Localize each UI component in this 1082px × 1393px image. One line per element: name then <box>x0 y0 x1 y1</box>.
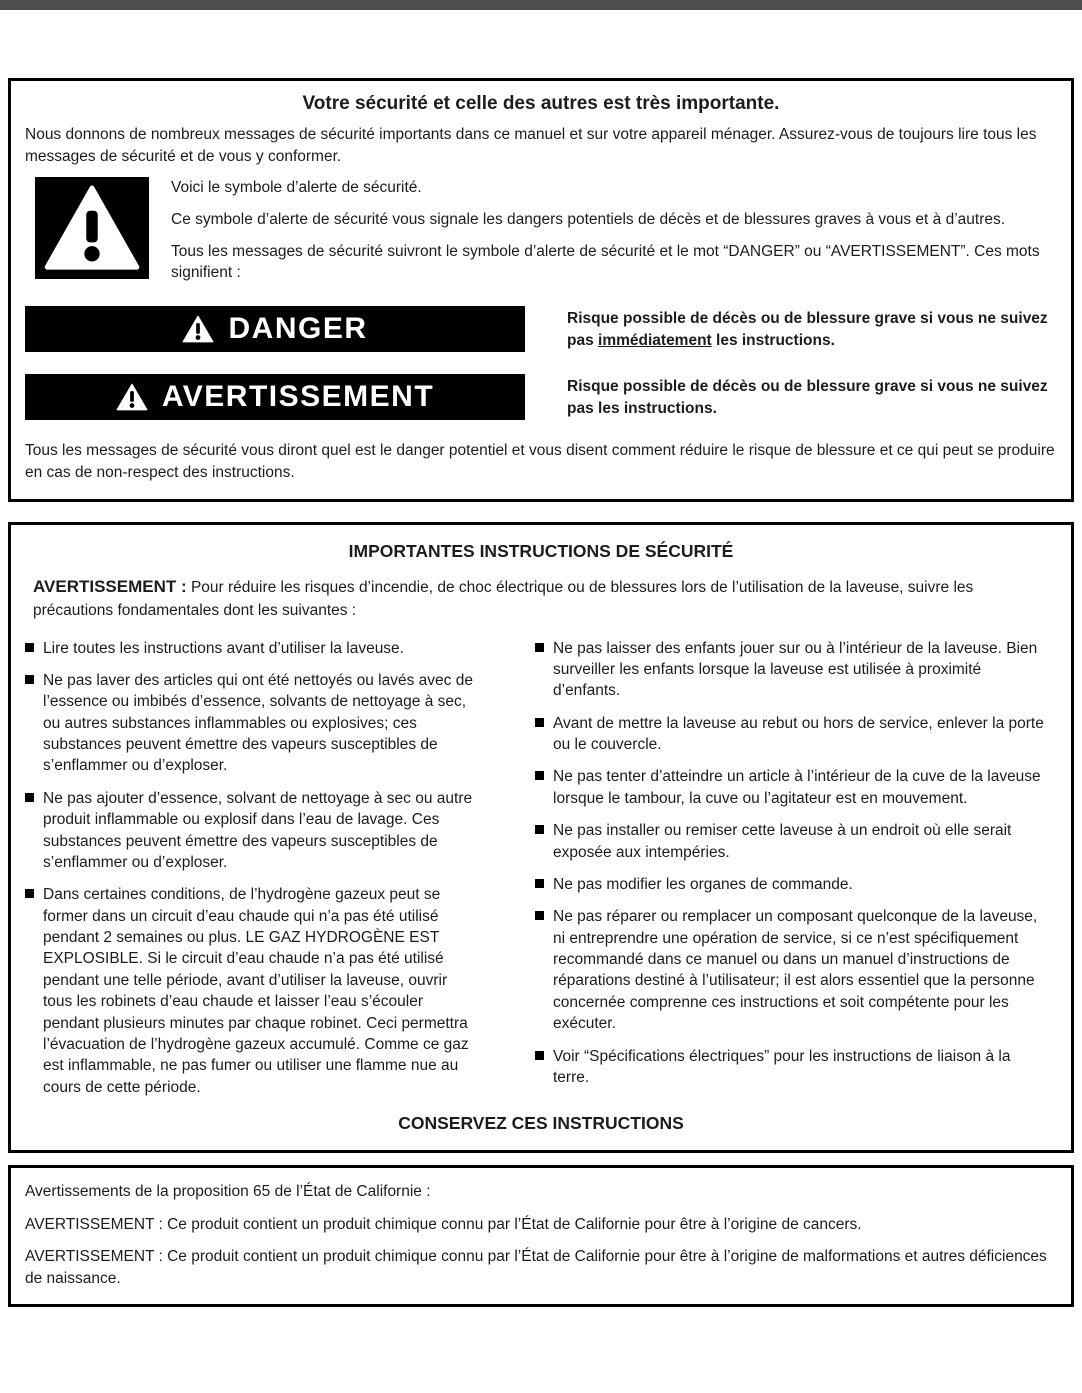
warning-row <box>25 374 1057 420</box>
danger-row <box>25 306 1057 352</box>
list-item-text: Avant de mettre la laveuse au rebut ou hors de service, enlever la porte ou le couvercle. <box>553 714 1044 754</box>
closing-paragraph: Tous les messages de sécurité vous diront quel est le danger potentiel et vous disent comment réduire le risque de blessure et ce qui peut se produire en cas de non-respect des instructions. <box>25 442 1055 481</box>
safety-alert-icon <box>35 177 149 279</box>
intro-paragraph: Nous donnons de nombreux messages de sécurité importants dans ce manuel et sur votre appareil ménager. Assurez-vous de toujours lire tous les messages de sécurité et de vous y conformer. <box>25 126 1037 165</box>
warning-triangle-icon <box>182 315 214 343</box>
warning-banner-label: AVERTISSEMENT <box>161 380 435 414</box>
instructions-warning-intro <box>33 575 1033 622</box>
list-item-text: Ne pas modifier les organes de commande. <box>553 875 853 893</box>
danger-banner-label: DANGER <box>228 312 368 346</box>
signal-words-intro-text: Tous les messages de sécurité suivront le symbole d’alerte de sécurité et le mot “DANGER” ou “AVERTISSEMENT”. Ces mots signifient : <box>171 243 1040 282</box>
square-bullet-icon <box>25 643 34 652</box>
danger-description <box>525 306 1057 351</box>
list-item-text: Dans certaines conditions, de l’hydrogène gazeux peut se former dans un circuit d’eau chaude qui n’a pas été utilisé pendant 2 semaines ou plus. LE GAZ HYDROGÈNE EST EXPLOSIBLE. Si le circuit d’eau chaude n’a pas été utilisé pendant une telle période, avant d’utiliser la laveuse, ouvrir tous les robinets d’eau chaude et laisser l’eau s’écouler pendant plusieurs minutes par chaque robinet. Ceci permettra l’évacuation de l’hydrogène gazeux accumulé. Comme ce gaz est inflammable, ne pas fumer ou utiliser une flamme nue au cours de cette période. <box>43 886 469 1096</box>
instructions-columns <box>25 638 1057 1110</box>
danger-description-underlined: immédiatement <box>598 331 712 349</box>
list-item <box>535 874 1049 895</box>
list-item-text: Ne pas installer ou remiser cette laveuse à un endroit où elle serait exposée aux intempéries. <box>553 822 1012 861</box>
list-item-text: Lire toutes les instructions avant d’utiliser la laveuse. <box>43 639 404 657</box>
list-item <box>535 713 1049 756</box>
square-bullet-icon <box>535 1051 544 1060</box>
save-instructions-footer: CONSERVEZ CES INSTRUCTIONS <box>398 1113 684 1134</box>
warning-triangle-icon <box>116 383 148 411</box>
list-item <box>25 884 477 1098</box>
instructions-right-column <box>535 638 1057 1110</box>
symbol-intro-text: Voici le symbole d’alerte de sécurité. <box>171 179 422 197</box>
prop65-birth-defects-warning: AVERTISSEMENT : Ce produit contient un produit chimique connu par l’État de Californie pour être à l’origine de malformations et autres déficiences de naissance. <box>25 1248 1047 1288</box>
manual-page <box>0 10 1082 1307</box>
important-instructions-section <box>8 522 1074 1153</box>
prop65-section <box>8 1165 1074 1307</box>
list-item-text: Ne pas ajouter d’essence, solvant de nettoyage à sec ou autre produit inflammable ou explosif dans l’eau de lavage. Ces substances peuvent émettre des vapeurs susceptibles de s’enflammer ou d’exploser. <box>43 789 473 871</box>
danger-banner <box>25 306 525 352</box>
list-item <box>535 638 1049 702</box>
list-item-text: Voir “Spécifications électriques” pour les instructions de liaison à la terre. <box>553 1047 1011 1086</box>
instructions-title: IMPORTANTES INSTRUCTIONS DE SÉCURITÉ <box>348 541 734 562</box>
list-item-text: Ne pas tenter d’atteindre un article à l’intérieur de la cuve de la laveuse lorsque le tambour, la cuve ou l’agitateur est en mouvement. <box>553 768 1041 807</box>
square-bullet-icon <box>535 825 544 834</box>
alert-symbol-row <box>35 177 1057 284</box>
list-item-text: Ne pas laver des articles qui ont été nettoyés ou lavés avec de l’essence ou imbibés d’essence, solvants de nettoyage à sec, ou autres substances inflammables ou explosives; ces substances peuvent émettre des vapeurs susceptibles de s’enflammer ou d’exploser. <box>43 671 473 775</box>
warning-intro-text: Pour réduire les risques d’incendie, de choc électrique ou de blessures lors de l’utilisation de la laveuse, suivre les précautions fondamentales dont les suivantes : <box>33 579 974 620</box>
alert-symbol-explanations <box>171 177 1051 284</box>
safety-importance-section <box>8 78 1074 502</box>
list-item <box>535 766 1049 809</box>
danger-description-end: les instructions. <box>711 331 835 349</box>
list-item <box>25 638 477 659</box>
square-bullet-icon <box>25 889 34 898</box>
prop65-heading: Avertissements de la proposition 65 de l’État de Californie : <box>25 1183 431 1201</box>
square-bullet-icon <box>535 718 544 727</box>
list-item-text: Ne pas réparer ou remplacer un composant quelconque de la laveuse, ni entreprendre une opération de service, si ce n’est spécifiquement recommandé dans ce manuel ou dans un manuel d’instructions de réparations destiné à l’utilisateur; il est alors essentiel que la personne concernée comprenne ces instructions et soit compétente pour les exécuter. <box>553 908 1038 1033</box>
square-bullet-icon <box>535 911 544 920</box>
warning-banner <box>25 374 525 420</box>
list-item <box>535 906 1049 1034</box>
page-top-bar <box>0 0 1082 10</box>
square-bullet-icon <box>535 879 544 888</box>
symbol-meaning-text: Ce symbole d’alerte de sécurité vous signale les dangers potentiels de décès et de blessures graves à vous et à d’autres. <box>171 211 1006 229</box>
danger-description-start: Risque possible de décès ou de blessure grave si vous ne suivez pas <box>567 310 1048 349</box>
list-item-text: Ne pas laisser des enfants jouer sur ou à l’intérieur de la laveuse. Bien surveiller les enfants lorsque la laveuse est utilisée à proximité d’enfants. <box>553 639 1038 700</box>
warning-description: Risque possible de décès ou de blessure grave si vous ne suivez pas les instructions. <box>567 378 1048 417</box>
warning-label: AVERTISSEMENT : <box>33 577 187 597</box>
list-item <box>535 820 1049 863</box>
square-bullet-icon <box>535 643 544 652</box>
square-bullet-icon <box>25 675 34 684</box>
prop65-cancer-warning: AVERTISSEMENT : Ce produit contient un produit chimique connu par l’État de Californie pour être à l’origine de cancers. <box>25 1215 862 1233</box>
square-bullet-icon <box>25 793 34 802</box>
square-bullet-icon <box>535 771 544 780</box>
instructions-left-column <box>25 638 477 1110</box>
list-item <box>535 1046 1049 1089</box>
section-title: Votre sécurité et celle des autres est très importante. <box>302 93 780 114</box>
list-item <box>25 670 477 777</box>
list-item <box>25 788 477 874</box>
